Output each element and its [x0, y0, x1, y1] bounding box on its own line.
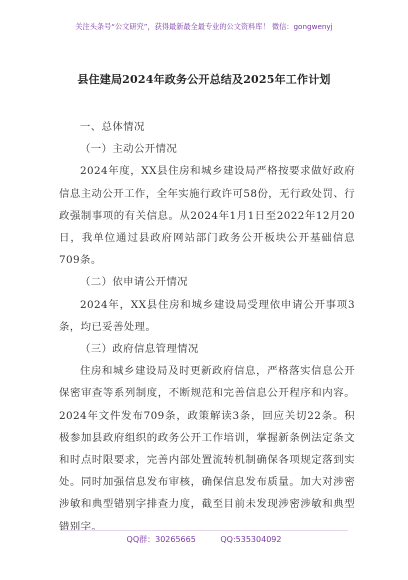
document-body: [59, 116, 355, 538]
subheading-proactive-disclosure: （一）主动公开情况: [80, 143, 178, 156]
paragraph-information-management: 住房和城乡建设局及时更新政府信息，严格落实信息公开保密审查等系列制度，不断规范和完善信息公开程序和内容。2024年文件发布709条，政策解读3条，回应关切22条。积极参加县政府组织的政务公开工作培训，掌握新条例法定条文和时点时限要求，完善内部处置流转机制确保各项规定落到实处。同时加强信息发布审核，确保信息发布质量。加大对涉密涉敏和典型错别字排查力度，截至目前未发现涉密涉敏和典型错别字。: [59, 365, 355, 533]
document-title: 县住建局2024年政务公开总结及2025年工作计划: [77, 73, 331, 86]
footer-qq: QQ:535304092: [220, 535, 282, 544]
header-banner: 关注头条号“公文研究”，获得最新最全最专业的公文资料库！ 微信：gongwenyj: [75, 22, 333, 31]
section-heading-overview: 一、总体情况: [80, 121, 145, 133]
paragraph-proactive-disclosure: 2024年度，XX县住房和城乡建设局严格按要求做好政府信息主动公开工作，全年实施行政许可58份，无行政处罚、行政强制事项的有关信息。从2024年1月1日至2022年12月20日，我单位通过县政府网站部门政务公开板块公开基础信息709条。: [59, 165, 355, 267]
footer-contact: [0, 534, 408, 545]
footer-qq-group: QQ群：30265665: [126, 535, 196, 544]
paragraph-on-request-disclosure: 2024年，XX县住房和城乡建设局受理依申请公开事项3条，均已妥善处理。: [59, 298, 355, 333]
subheading-information-management: （三）政府信息管理情况: [80, 343, 199, 356]
footer-divider: [60, 530, 348, 531]
subheading-on-request-disclosure: （二）依申请公开情况: [80, 276, 188, 289]
